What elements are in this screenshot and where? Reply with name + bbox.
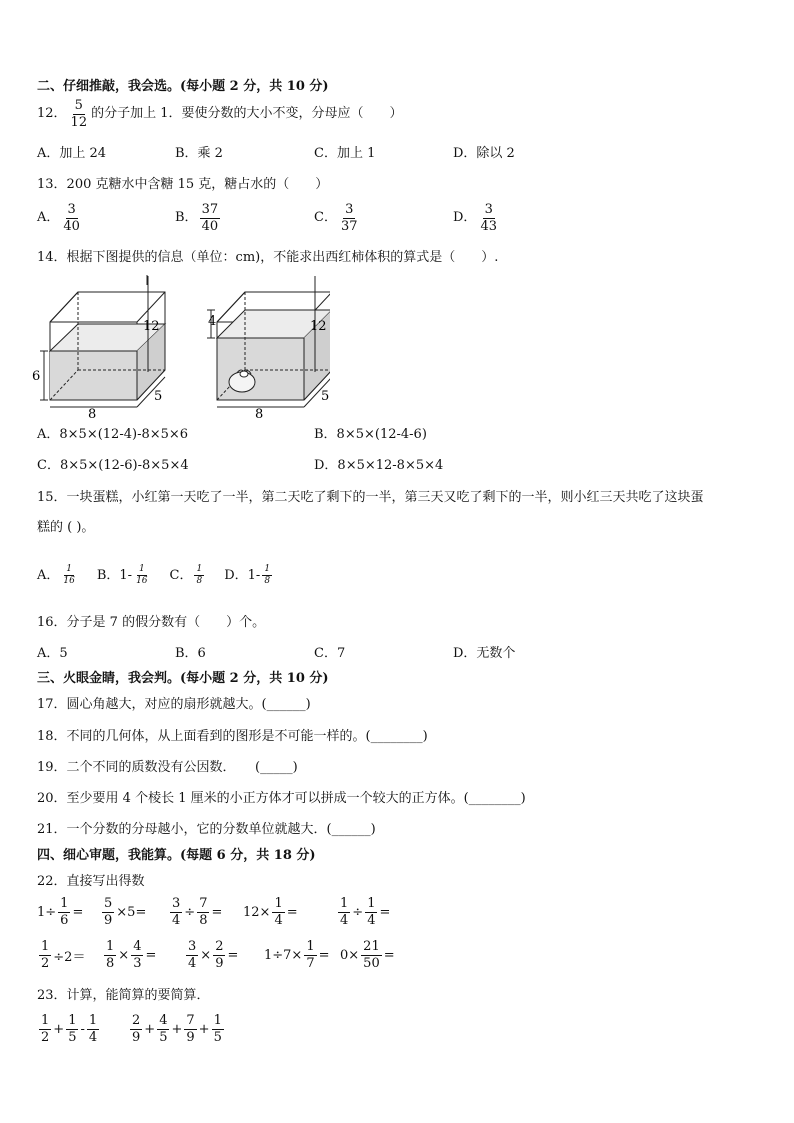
question-12 [37, 99, 403, 129]
denominator: 16 [63, 576, 75, 587]
q12-option-a: A．加上 24 [37, 146, 107, 161]
denominator: 4 [274, 912, 283, 928]
fig1-height-label: 12 [143, 319, 160, 334]
calc-item [243, 897, 298, 927]
numerator: 1 [88, 1013, 98, 1028]
q16-option-a: A．5 [37, 646, 68, 661]
denominator: 9 [104, 912, 113, 928]
denominator: 4 [340, 912, 349, 928]
numerator: 1 [64, 565, 74, 576]
option-label: A． [37, 567, 60, 583]
numerator: 4 [159, 1013, 168, 1028]
fig2-width-label: 5 [321, 389, 330, 404]
judge-item-21: 21．一个分数的分母越小，它的分数单位就越大．(______) [37, 822, 376, 837]
numerator: 1 [137, 565, 147, 576]
q16-option-c: C．7 [314, 646, 346, 661]
q14-option-a: A．8×5×(12-4)-8×5×6 [37, 427, 189, 442]
calc-item [184, 940, 238, 970]
option-prefix: 1- [119, 567, 133, 583]
judge-item-17: 17．圆心角越大，对应的扇形就越大。(______) [37, 697, 311, 712]
q14-option-c: C．8×5×(12-6)-8×5×4 [37, 458, 189, 473]
calc-fraction [58, 897, 70, 927]
numerator: 1 [41, 939, 50, 954]
fig1-water-label: 6 [32, 369, 41, 384]
fig2-height-label: 12 [310, 319, 327, 334]
calc-prefix: 1÷7× [264, 947, 303, 963]
denominator: 37 [340, 218, 358, 234]
calc-fraction [170, 897, 182, 927]
option-fraction [61, 203, 82, 233]
calc-item [102, 940, 156, 970]
numerator: 7 [186, 1013, 195, 1028]
option-fraction [134, 565, 149, 587]
calc-suffix: = [72, 904, 84, 920]
denominator: 40 [201, 218, 219, 234]
denominator: 2 [41, 955, 50, 971]
calc-fraction [130, 1014, 142, 1044]
numerator: 1 [274, 896, 283, 911]
q12-number: 12． [37, 106, 67, 122]
calc-suffix: = [145, 947, 157, 963]
fig2-length-label: 8 [255, 407, 264, 420]
denominator: 3 [133, 955, 142, 971]
option-label: C． [314, 210, 337, 226]
option-fraction [61, 565, 76, 587]
denominator: 2 [41, 1029, 50, 1045]
option-label: C． [169, 567, 193, 583]
q12-text: 的分子加上 1．要使分数的大小不变，分母应（ ） [91, 106, 403, 122]
q12-option-d: D．除以 2 [453, 146, 515, 161]
calc-suffix: = [227, 947, 239, 963]
numerator: 2 [215, 939, 224, 954]
calc-fraction [272, 897, 284, 927]
calc-item [37, 897, 83, 927]
denominator: 40 [63, 218, 80, 234]
figure-2-container [207, 276, 330, 407]
calc-fraction [131, 940, 143, 970]
calc-operator: - [80, 1021, 85, 1037]
option-label: B． [175, 210, 198, 226]
q13-option-d [453, 203, 501, 233]
q12-fraction [69, 99, 90, 129]
option-label: D． [453, 210, 477, 226]
numerator: 1 [367, 896, 376, 911]
q12-option-b: B．乘 2 [175, 146, 223, 161]
q13-option-b [175, 203, 222, 233]
numerator: 3 [188, 939, 197, 954]
calc-operator: ÷ [184, 904, 196, 920]
calc-fraction [66, 1014, 78, 1044]
denominator: 6 [60, 912, 69, 928]
question-14: 14．根据下图提供的信息（单位：cm)，不能求出西红柿体积的算式是（ ）. [37, 250, 499, 265]
calc-item [264, 940, 330, 970]
denominator: 8 [106, 955, 115, 971]
numerator: 5 [104, 896, 113, 911]
calc-prefix: 12× [243, 904, 271, 920]
calc-suffix: = [383, 947, 395, 963]
numerator: 1 [41, 1013, 50, 1028]
q14-figures [30, 270, 330, 420]
calc-fraction [197, 897, 209, 927]
q13-option-c [314, 203, 362, 233]
option-fraction [194, 565, 204, 587]
numerator: 4 [133, 939, 142, 954]
fig1-length-label: 8 [88, 407, 97, 420]
section2-heading: 二、仔细推敲，我会选。(每小题 2 分，共 10 分) [37, 79, 329, 94]
calc-operator: + [144, 1021, 156, 1037]
calc-fraction [39, 1014, 51, 1044]
fig2-gap-label: 4 [208, 314, 217, 329]
calc-fraction [361, 940, 382, 970]
option-label: D． [224, 567, 248, 583]
numerator: 37 [201, 202, 219, 217]
calc-fraction [39, 940, 51, 970]
calc-item [336, 897, 390, 927]
denominator: 43 [480, 218, 497, 234]
calc-suffix: ÷2＝ [53, 949, 86, 965]
denominator: 8 [199, 912, 208, 928]
denominator: 4 [172, 912, 181, 928]
option-fraction [478, 203, 499, 233]
denominator: 8 [196, 576, 203, 587]
q14-option-b: B．8×5×(12-4-6) [314, 427, 427, 442]
calc-prefix: 0× [340, 947, 360, 963]
denominator: 4 [188, 955, 197, 971]
denominator: 16 [136, 576, 148, 587]
judge-item-20: 20．至少要用 4 个棱长 1 厘米的小正方体才可以拼成一个较大的正方体。(________) [37, 791, 526, 806]
question-22: 22．直接写出得数 [37, 874, 145, 889]
calc-suffix: = [379, 904, 391, 920]
q14-option-d: D．8×5×12-8×5×4 [314, 458, 444, 473]
numerator: 21 [363, 939, 380, 954]
calc-fraction [104, 940, 116, 970]
numerator: 1 [60, 896, 69, 911]
numerator: 1 [213, 1013, 222, 1028]
denominator: 4 [88, 1029, 98, 1045]
option-prefix: 1- [247, 567, 261, 583]
option-label: B． [96, 567, 120, 583]
calc-fraction [304, 940, 316, 970]
denominator: 5 [213, 1029, 222, 1045]
numerator: 1 [106, 939, 115, 954]
question-15-line1: 15．一块蛋糕，小红第一天吃了一半，第二天吃了剩下的一半，第三天又吃了剩下的一半，则小红三天共吃了这块蛋 [37, 490, 704, 505]
calc-item [168, 897, 222, 927]
numerator: 1 [68, 1013, 77, 1028]
denominator: 5 [159, 1029, 168, 1045]
calc-suffix: = [318, 947, 330, 963]
denominator: 8 [264, 576, 271, 587]
option-fraction [200, 203, 221, 233]
denominator: 5 [68, 1029, 77, 1045]
expression-1 [37, 1014, 101, 1044]
numerator: 3 [484, 202, 493, 217]
denominator: 7 [306, 955, 315, 971]
fig1-width-label: 5 [154, 389, 163, 404]
calc-fraction [157, 1014, 169, 1044]
judge-item-19: 19．二个不同的质数没有公因数． (_____) [37, 760, 298, 775]
section4-heading: 四、细心审题，我能算。(每题 6 分，共 18 分) [37, 848, 316, 863]
calc-operator: + [171, 1021, 183, 1037]
section3-heading: 三、火眼金睛，我会判。(每小题 2 分，共 10 分) [37, 671, 329, 686]
question-16: 16．分子是 7 的假分数有（ ）个。 [37, 615, 266, 630]
q16-option-b: B．6 [175, 646, 206, 661]
denominator: 9 [215, 955, 224, 971]
calc-fraction [87, 1014, 99, 1044]
calc-suffix: = [286, 904, 298, 920]
q13-option-a [37, 203, 84, 233]
numerator: 1 [262, 565, 272, 576]
calc-operator: + [53, 1021, 65, 1037]
figure-1-container [40, 275, 165, 407]
question-15-line2: 糕的 ( )。 [37, 520, 95, 535]
calc-operator: × [200, 947, 212, 963]
denominator: 50 [363, 955, 380, 971]
calc-fraction [184, 1014, 196, 1044]
denominator: 12 [70, 114, 88, 130]
numerator: 3 [67, 202, 76, 217]
q15-options [37, 565, 274, 587]
denominator: 9 [186, 1029, 195, 1045]
calc-fraction [102, 897, 114, 927]
expression-2 [128, 1014, 226, 1044]
numerator: 3 [172, 896, 181, 911]
calc-fraction [186, 940, 198, 970]
calc-suffix: ×5= [116, 904, 147, 920]
calc-suffix: = [211, 904, 223, 920]
numerator: 3 [345, 202, 354, 217]
calc-fraction [338, 897, 350, 927]
calc-operator: + [198, 1021, 210, 1037]
q12-option-c: C．加上 1 [314, 146, 376, 161]
option-fraction [262, 565, 272, 587]
calc-fraction [213, 940, 225, 970]
numerator: 7 [199, 896, 208, 911]
judge-item-18: 18．不同的几何体，从上面看到的图形是不可能一样的。(________) [37, 729, 428, 744]
numerator: 1 [340, 896, 349, 911]
calc-item [100, 897, 146, 927]
calc-item [37, 940, 85, 970]
q16-option-d: D．无数个 [453, 646, 516, 661]
denominator: 4 [367, 912, 376, 928]
calc-fraction [365, 897, 377, 927]
question-23: 23．计算，能简算的要简算． [37, 988, 210, 1003]
denominator: 9 [132, 1029, 141, 1045]
numerator: 2 [132, 1013, 141, 1028]
numerator: 1 [194, 565, 204, 576]
question-13: 13．200 克糖水中含糖 15 克，糖占水的（ ） [37, 177, 329, 192]
calc-operator: × [118, 947, 130, 963]
numerator: 1 [306, 939, 315, 954]
option-fraction [339, 203, 360, 233]
option-label: A． [37, 210, 60, 226]
calc-item [340, 940, 395, 970]
calc-prefix: 1÷ [37, 904, 57, 920]
calc-operator: ÷ [352, 904, 364, 920]
numerator: 5 [74, 98, 83, 113]
calc-fraction [212, 1014, 224, 1044]
